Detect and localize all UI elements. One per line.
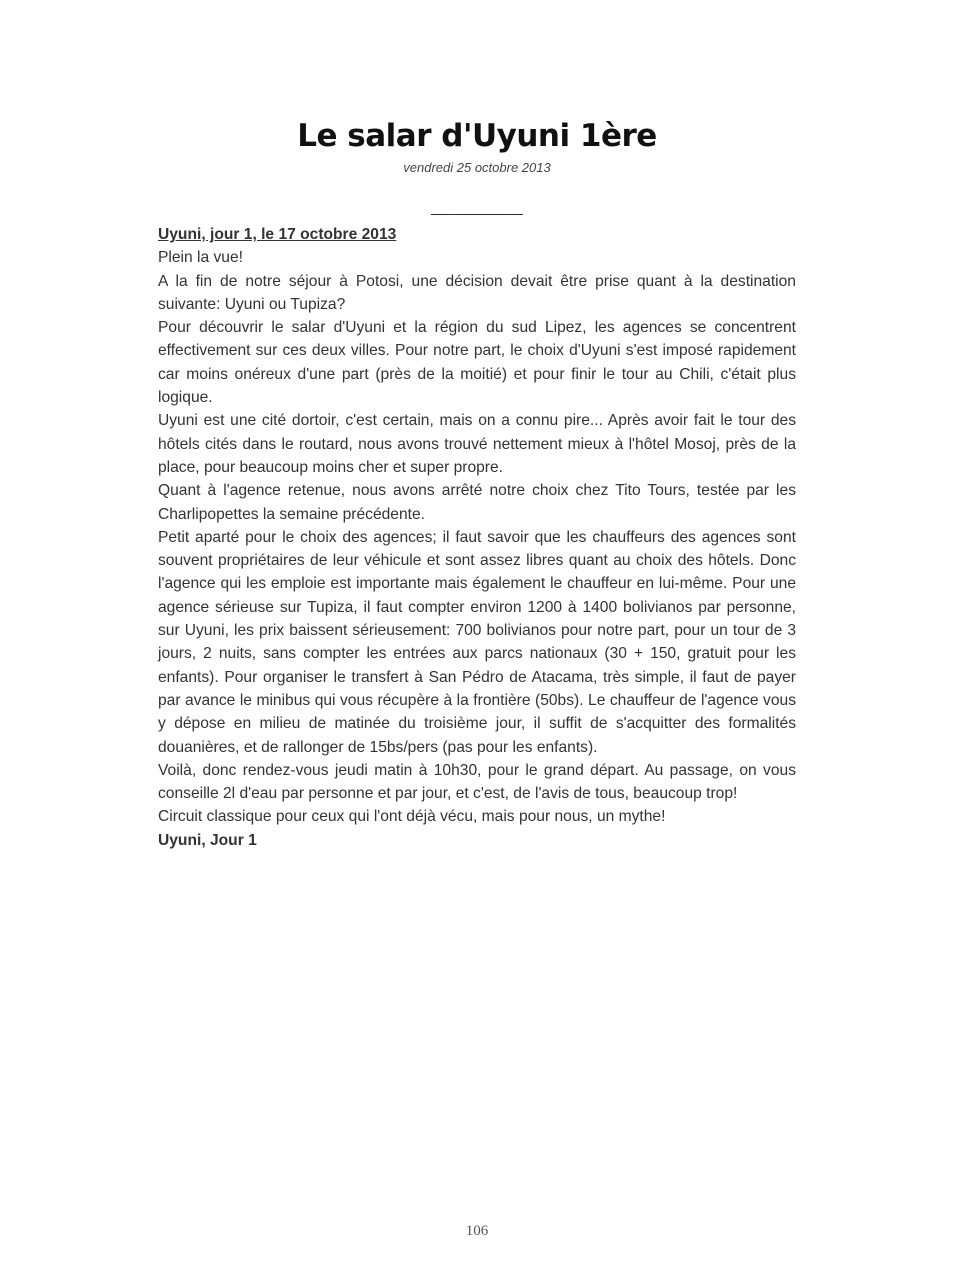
paragraph: Circuit classique pour ceux qui l'ont déjà vécu, mais pour nous, un mythe! (158, 808, 666, 826)
paragraph: A la fin de notre séjour à Potosi, une décision devait être prise quant à la destination suivante: Uyuni ou Tupiza? (158, 272, 796, 313)
paragraph: Petit aparté pour le choix des agences; il faut savoir que les chauffeurs des agences sont souvent propriétaires de leur véhicule et sont assez libres quant au choix des hôtels. Donc l'agence qui les emploie est importante mais également le chauffeur en lui-même. Pour une agence sérieuse sur Tupiza, il faut compter environ 1200 à 1400 bolivianos par personne, sur Uyuni, les prix baissent sérieusement: 700 bolivianos pour notre part, pour un tour de 3 jours, 2 nuits, sans compter les entrées aux parcs nationaux (30 + 150, gratuit pour les enfants). Pour organiser le transfert à San Pédro de Atacama, très simple, il faut de payer par avance le minibus qui vous récupère à la frontière (50bs). Le chauffeur de l'agence vous y dépose en milieu de matinée du troisième jour, il suffit de s'acquitter des formalités douanières, et de rallonger de 15bs/pers (pas pour les enfants). (158, 528, 796, 756)
paragraph: Quant à l'agence retenue, nous avons arrêté notre choix chez Tito Tours, testée par les Charlipopettes la semaine précédente. (158, 482, 796, 523)
paragraph: Plein la vue! (158, 249, 243, 267)
article-title: Le salar d'Uyuni 1ère (297, 118, 657, 154)
paragraph: Voilà, donc rendez-vous jeudi matin à 10h30, pour le grand départ. Au passage, on vous conseille 2l d'eau par personne et par jour, et c'est, de l'avis de tous, beaucoup trop! (158, 761, 796, 803)
paragraph: Pour découvrir le salar d'Uyuni et la région du sud Lipez, les agences se concentrent effectivement sur ces deux villes. Pour notre part, le choix d'Uyuni s'est imposé rapidement car moins onéreux d'une part (près de la moitié) et pour finir le tour au Chili, c'était plus logique. (158, 319, 796, 407)
section-heading: Uyuni, jour 1, le 17 octobre 2013 (158, 226, 397, 243)
separator-line: ___________ (431, 199, 523, 216)
subheading: Uyuni, Jour 1 (158, 831, 257, 849)
paragraph: Uyuni est une cité dortoir, c'est certain, mais on a connu pire... Après avoir fait le tour des hôtels cités dans le routard, nous avons trouvé nettement mieux à l'hôtel Mosoj, près de la place, pour beaucoup moins cher et super propre. (158, 412, 796, 476)
page-number: 106 (465, 1223, 489, 1239)
article-date: vendredi 25 octobre 2013 (403, 160, 551, 175)
article-body (158, 223, 796, 852)
